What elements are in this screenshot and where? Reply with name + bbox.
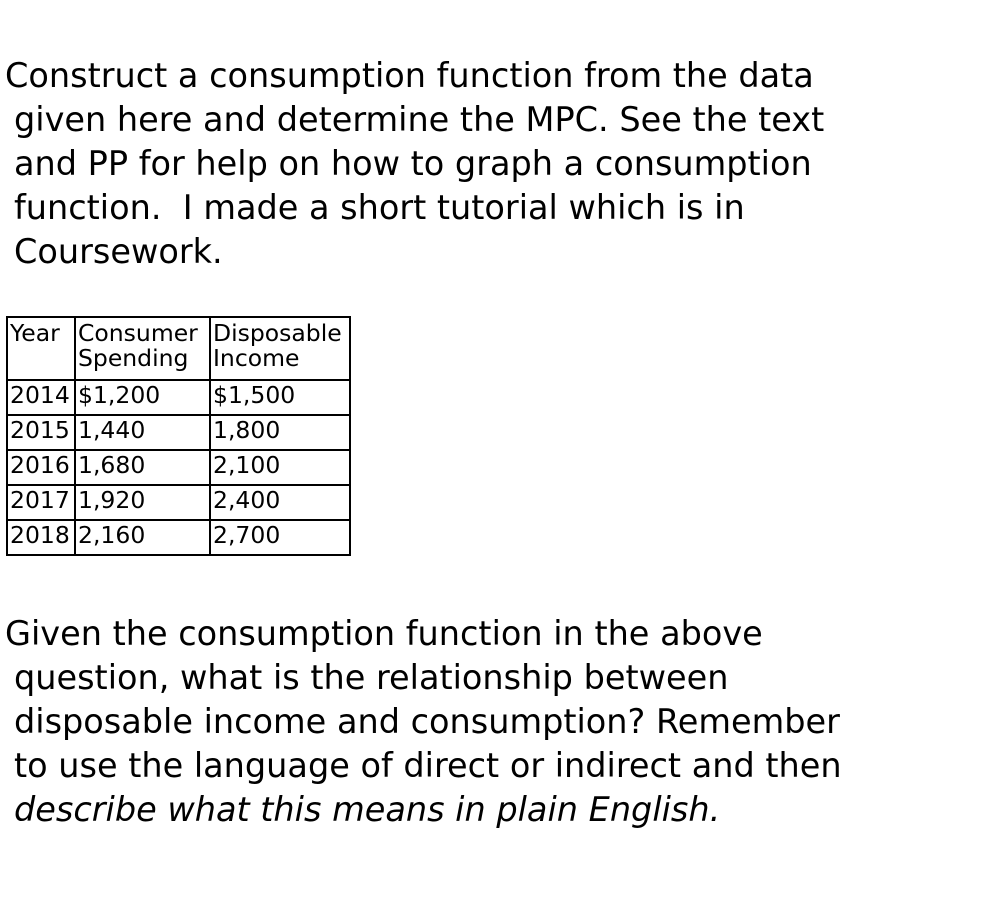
question-1-line: Coursework.	[14, 232, 223, 271]
table-header-row	[7, 317, 350, 380]
cell-spending: $1,200	[75, 380, 210, 415]
header-year: Year	[7, 317, 75, 380]
cell-income: 2,100	[210, 450, 350, 485]
question-2-line: disposable income and consumption? Remember	[14, 702, 840, 741]
table-row	[7, 380, 350, 415]
cell-spending: 2,160	[75, 520, 210, 555]
question-1-line: function. I made a short tutorial which is in	[14, 188, 745, 227]
table-row	[7, 520, 350, 555]
question-2-line: to use the language of direct or indirect and then	[14, 746, 842, 785]
cell-year: 2017	[7, 485, 75, 520]
question-2-line: Given the consumption function in the above	[5, 614, 763, 653]
question-2-italic-line: describe what this means in plain English.	[14, 790, 721, 829]
cell-year: 2015	[7, 415, 75, 450]
cell-spending: 1,920	[75, 485, 210, 520]
question-2-line: question, what is the relationship between	[14, 658, 729, 697]
question-1-line: Construct a consumption function from the data	[5, 56, 814, 95]
cell-income: 2,700	[210, 520, 350, 555]
question-1-line: given here and determine the MPC. See the text	[14, 100, 825, 139]
cell-year: 2018	[7, 520, 75, 555]
spending-income-table	[6, 316, 351, 556]
header-consumer-spending: Consumer Spending	[75, 317, 210, 380]
table-row	[7, 415, 350, 450]
question-1-line: and PP for help on how to graph a consumption	[14, 144, 812, 183]
cell-spending: 1,680	[75, 450, 210, 485]
cell-income: $1,500	[210, 380, 350, 415]
table-row	[7, 485, 350, 520]
cell-year: 2014	[7, 380, 75, 415]
cell-spending: 1,440	[75, 415, 210, 450]
cell-income: 1,800	[210, 415, 350, 450]
table-row	[7, 450, 350, 485]
header-disposable-income: Disposable Income	[210, 317, 350, 380]
cell-year: 2016	[7, 450, 75, 485]
question-1-text	[5, 54, 980, 274]
question-2-text	[5, 612, 980, 832]
cell-income: 2,400	[210, 485, 350, 520]
